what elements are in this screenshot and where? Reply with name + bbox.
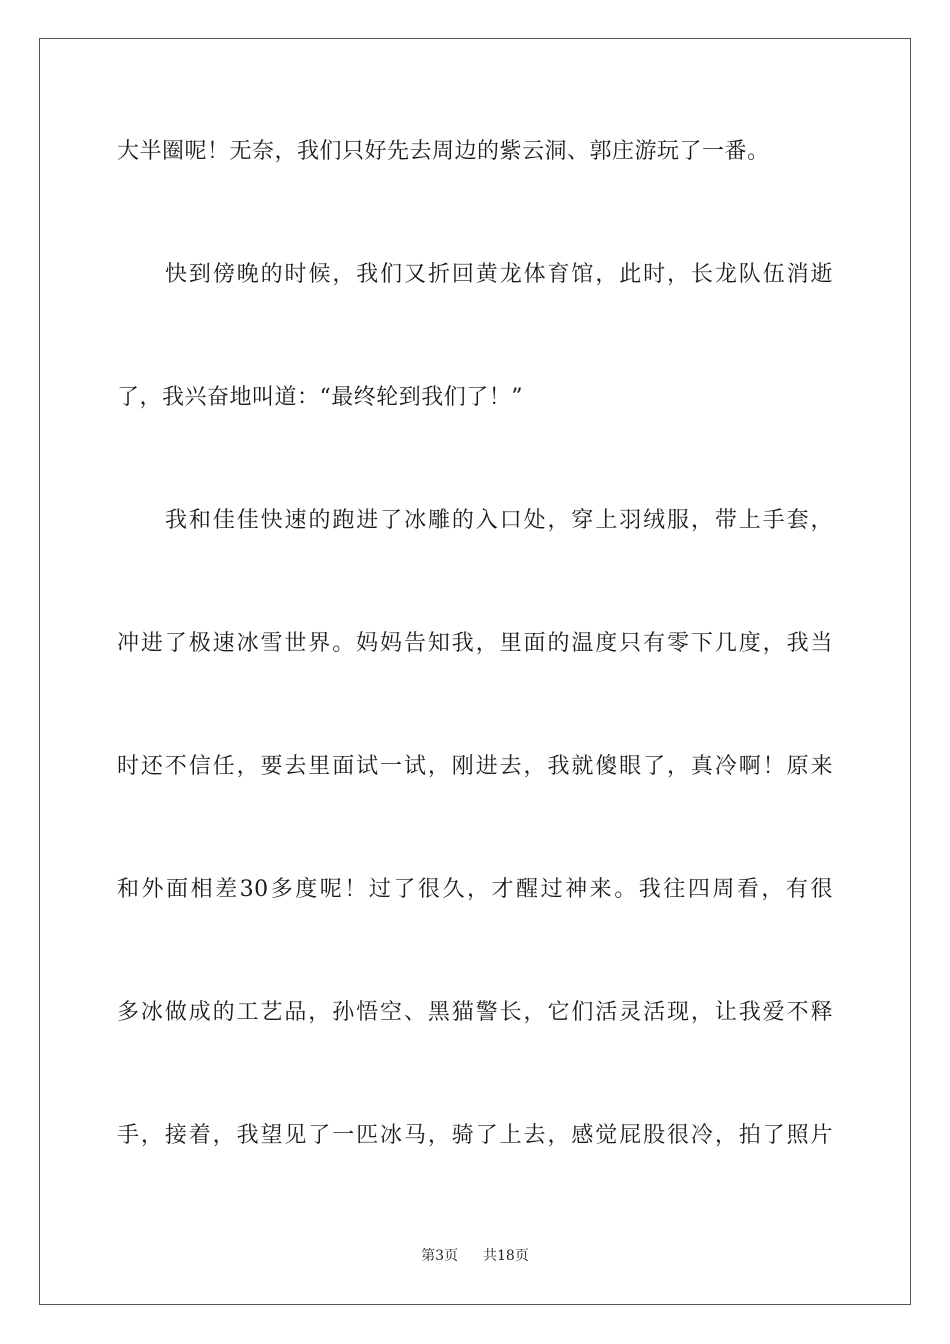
text-line-5: 冲进了极速冰雪世界。妈妈告知我，里面的温度只有零下几度，我当 xyxy=(117,631,833,656)
page-total: 共18页 xyxy=(483,1248,529,1264)
text-line-2: 快到傍晚的时候，我们又折回黄龙体育馆，此时，长龙队伍消逝 xyxy=(165,262,833,287)
text-line-1: 大半圈呢！无奈，我们只好先去周边的紫云洞、郭庄游玩了一番。 xyxy=(117,139,770,164)
text-line-8: 多冰做成的工艺品，孙悟空、黑猫警长，它们活灵活现，让我爱不释 xyxy=(117,1000,833,1025)
text-line-3: 了，我兴奋地叫道：“最终轮到我们了！” xyxy=(117,385,523,410)
text-line-6: 时还不信任，要去里面试一试，刚进去，我就傻眼了，真冷啊！原来 xyxy=(117,754,833,779)
text-line-4: 我和佳佳快速的跑进了冰雕的入口处，穿上羽绒服，带上手套， xyxy=(165,508,833,533)
text-line-7: 和外面相差30多度呢！过了很久，才醒过神来。我往四周看，有很 xyxy=(117,877,833,902)
text-line-9: 手，接着，我望见了一匹冰马，骑了上去，感觉屁股很冷，拍了照片 xyxy=(117,1123,833,1148)
page-border xyxy=(39,38,911,1305)
page-number: 第3页 xyxy=(421,1248,459,1264)
page-footer xyxy=(0,1246,950,1266)
